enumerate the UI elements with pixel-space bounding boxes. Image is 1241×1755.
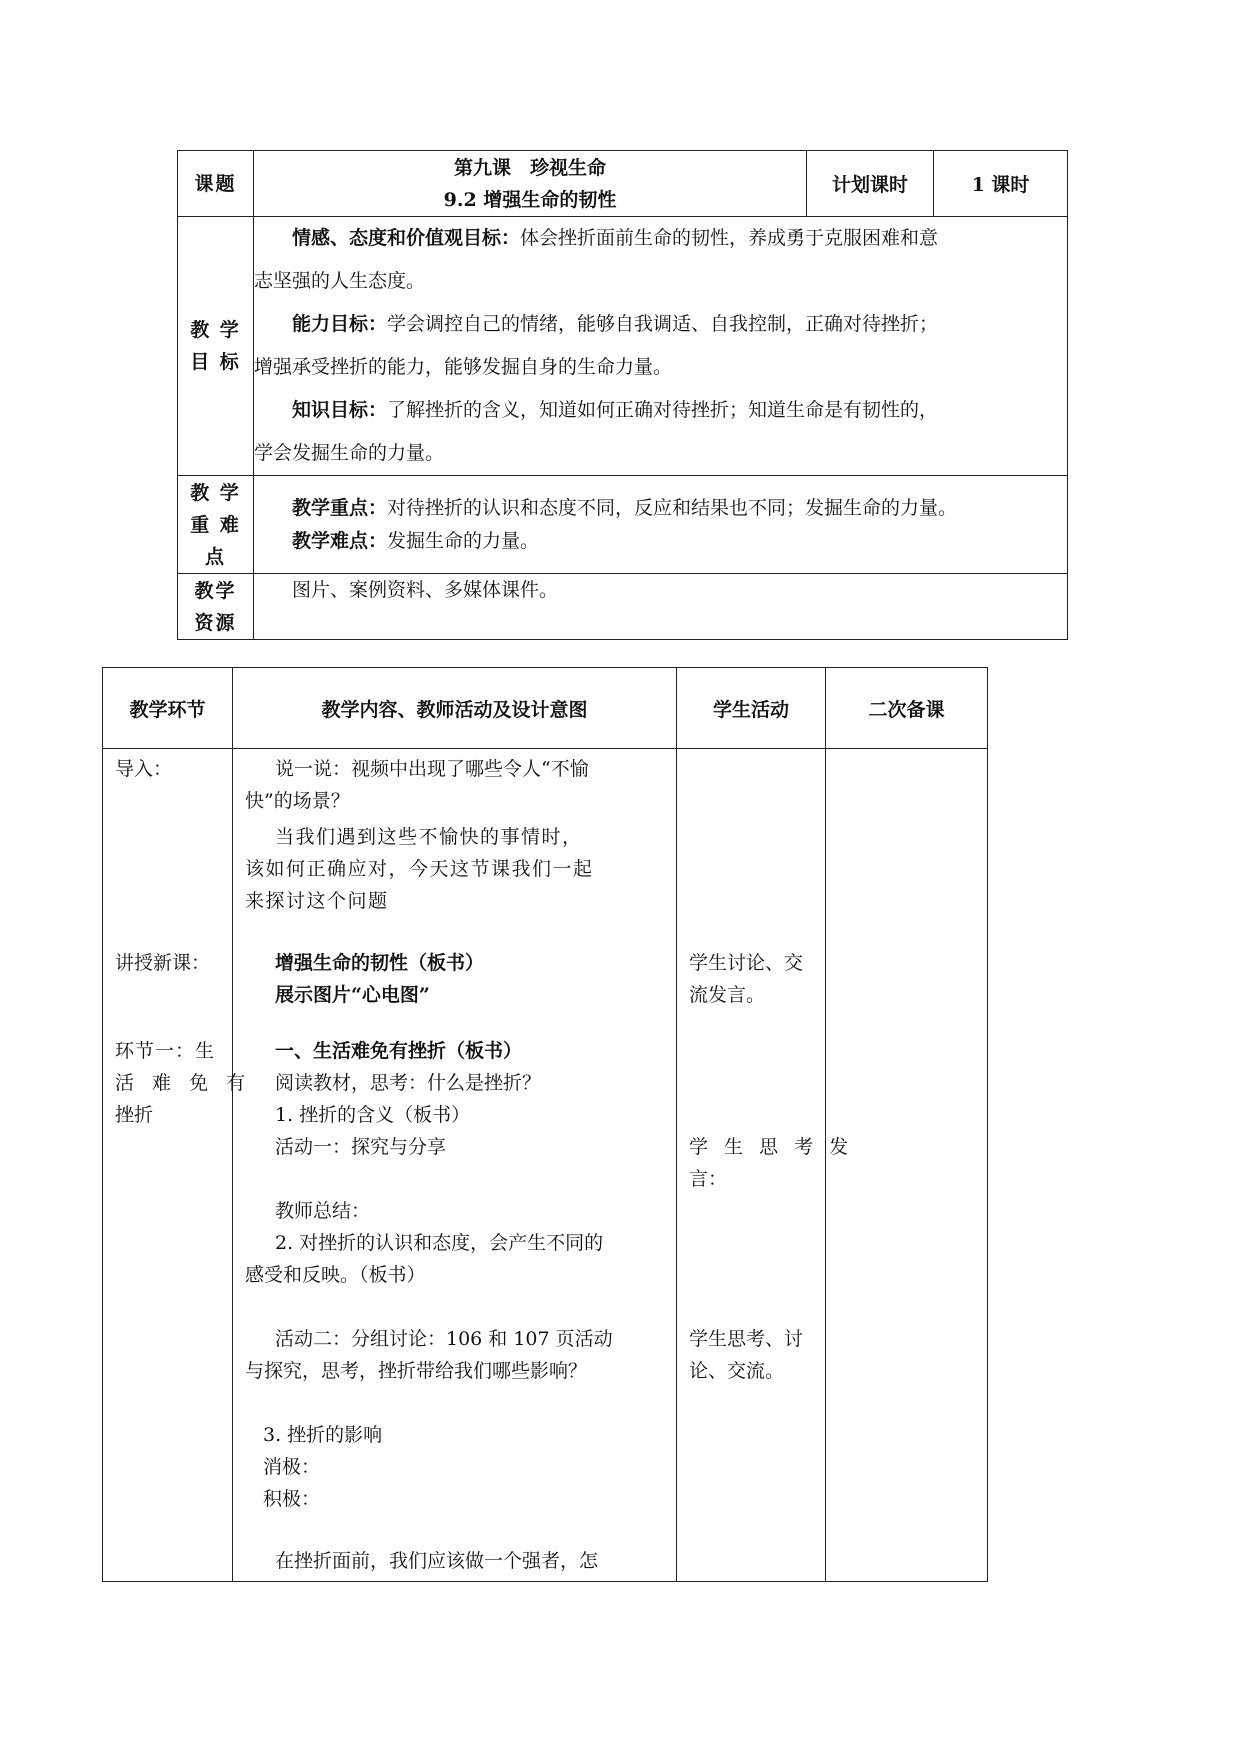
content-11b: 与探究，思考，挫折带给我们哪些影响？: [245, 1360, 588, 1382]
resource-cell: [254, 574, 1068, 640]
content-column: [233, 749, 677, 1582]
header-content: 教学内容、教师活动及设计意图: [233, 668, 677, 749]
key-points-cell: [254, 476, 1068, 574]
header-revision: 二次备课: [826, 668, 988, 749]
student-2b: 言：: [689, 1168, 728, 1190]
goal-ability: 能力目标：学会调控自己的情绪，能够自我调适、自我控制，正确对待挫折；: [292, 313, 939, 335]
student-1b: 流发言。: [689, 984, 766, 1006]
content-10b: 感受和反映。（板书）: [245, 1264, 426, 1286]
key-point: 教学重点：对待挫折的认识和态度不同，反应和结果也不同；发掘生命的力量。: [292, 496, 958, 519]
planned-hours-label: 计划课时: [807, 151, 934, 217]
topic-label-cell: [178, 151, 254, 217]
planned-hours-value: 1 课时: [934, 151, 1068, 217]
goal-emotion-cont: 志坚强的人生态度。: [254, 270, 426, 292]
header-stage: 教学环节: [103, 668, 233, 749]
header-student: 学生活动: [677, 668, 826, 749]
content-8: 活动一：探究与分享: [275, 1136, 447, 1158]
difficult-point: 教学难点：发掘生命的力量。: [292, 529, 540, 552]
goals-label-1: 教 学: [190, 319, 241, 341]
student-3b: 论、交流。: [689, 1360, 785, 1382]
stage-intro: 导入：: [115, 758, 173, 780]
goal-ability-cont: 增强承受挫折的能力，能够发掘自身的生命力量。: [254, 356, 673, 378]
goals-label-cell: [178, 217, 254, 476]
goals-label-2: 目 标: [190, 351, 241, 373]
content-9: 教师总结：: [275, 1200, 371, 1222]
content-6: 阅读教材，思考：什么是挫折？: [275, 1072, 542, 1094]
lesson-title: 第九课 珍视生命: [453, 156, 606, 179]
stage-column: [103, 749, 252, 1582]
lesson-info-table: [177, 150, 1068, 640]
revision-column: [826, 749, 988, 1582]
resource-label-cell: [178, 574, 254, 640]
goal-emotion: 情感、态度和价值观目标：体会挫折面前生命的韧性，养成勇于克服困难和意: [292, 227, 939, 249]
content-11a: 活动二：分组讨论：106 和 107 页活动: [275, 1328, 613, 1350]
goal-knowledge-cont: 学会发掘生命的力量。: [254, 442, 445, 464]
key-label-cell: [178, 476, 254, 574]
content-13: 消极：: [263, 1456, 321, 1478]
resource-text: 图片、案例资料、多媒体课件。: [292, 579, 559, 601]
content-15: 在挫折面前，我们应该做一个强者，怎: [275, 1550, 599, 1572]
stage-link1-a: 环节一：生: [115, 1040, 216, 1062]
content-12: 3. 挫折的影响: [263, 1424, 383, 1446]
stage-link1-c: 挫折: [115, 1104, 154, 1126]
student-3a: 学生思考、讨: [689, 1328, 804, 1350]
content-4: 展示图片“心电图”: [275, 984, 430, 1006]
content-1b: 快”的场景？: [245, 790, 350, 812]
resource-label-1: 教学: [194, 579, 237, 602]
student-2a: 学 生 思 考 发: [689, 1136, 854, 1158]
key-label-2: 重 难: [190, 513, 241, 536]
content-10a: 2. 对挫折的认识和态度，会产生不同的: [275, 1232, 604, 1254]
content-5: 一、生活难免有挫折（板书）: [275, 1040, 523, 1062]
section-title: 9.2 增强生命的韧性: [443, 188, 617, 211]
key-label-1: 教 学: [190, 481, 241, 504]
key-label-3: 点: [204, 545, 226, 568]
stage-link1-b: 活 难 免 有: [115, 1072, 252, 1094]
goal-knowledge: 知识目标：了解挫折的含义，知道如何正确对待挫折；知道生命是有韧性的，: [292, 399, 939, 421]
topic-label: 课题: [194, 172, 237, 195]
content-3: 增强生命的韧性（板书）: [275, 952, 485, 974]
lesson-title-cell: [254, 151, 807, 217]
content-14: 积极：: [263, 1488, 321, 1510]
content-2c: 来探讨这个问题: [245, 890, 389, 912]
resource-label-2: 资源: [194, 611, 237, 634]
student-1a: 学生讨论、交: [689, 952, 804, 974]
student-column: [677, 749, 854, 1582]
teaching-process-table: [102, 667, 988, 1582]
content-2b: 该如何正确应对，今天这节课我们一起: [245, 858, 594, 880]
stage-new: 讲授新课：: [115, 952, 211, 974]
content-7: 1. 挫折的含义（板书）: [275, 1104, 471, 1126]
goals-cell: [254, 217, 1068, 476]
content-1a: 说一说：视频中出现了哪些令人“不愉: [275, 758, 589, 780]
content-2a: 当我们遇到这些不愉快的事情时，: [275, 826, 583, 848]
